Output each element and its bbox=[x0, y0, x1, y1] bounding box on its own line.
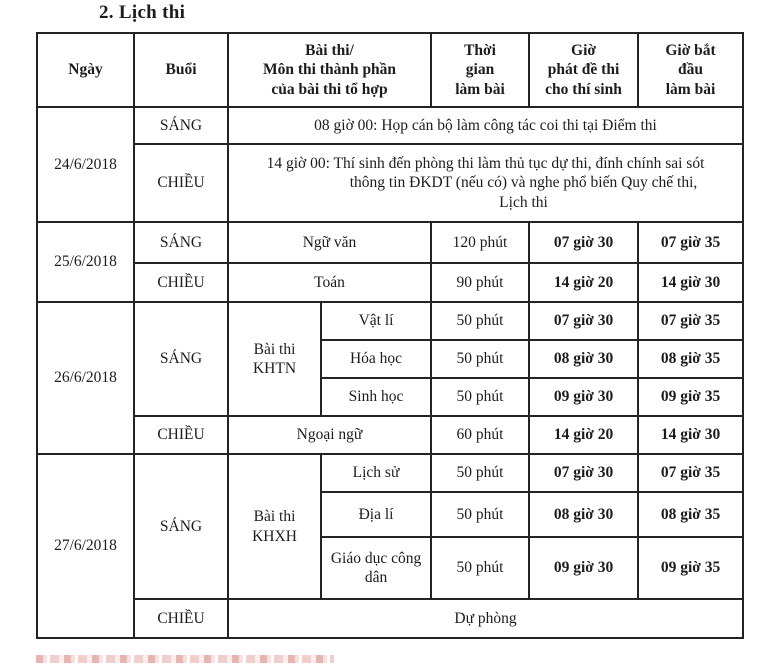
table-row bbox=[37, 454, 743, 492]
subject-cell: Ngoại ngữ bbox=[228, 416, 431, 454]
start-time-cell: 09 giờ 35 bbox=[638, 537, 743, 599]
header-duration-line: làm bài bbox=[455, 80, 505, 98]
handout-time-cell: 14 giờ 20 bbox=[529, 263, 638, 302]
handout-time-cell: 07 giờ 30 bbox=[529, 454, 638, 492]
header-handout-time bbox=[529, 33, 638, 107]
handout-time-cell: 14 giờ 20 bbox=[529, 416, 638, 454]
header-duration-line: gian bbox=[465, 61, 495, 79]
note-cell bbox=[228, 144, 743, 222]
session-cell: CHIỀU bbox=[134, 599, 228, 638]
header-exam-line: Bài thi/ bbox=[305, 41, 354, 59]
section-title: 2. Lịch thi bbox=[99, 2, 186, 23]
header-exam-line: Môn thi thành phần bbox=[262, 61, 397, 79]
note-cell: Dự phòng bbox=[228, 599, 743, 638]
cropped-red-text-strip bbox=[36, 655, 334, 663]
subject-cell: Toán bbox=[228, 263, 431, 302]
header-date: Ngày bbox=[37, 33, 134, 107]
header-start-time bbox=[638, 33, 743, 107]
header-row bbox=[37, 33, 743, 107]
exam-group-cell: Bài thi KHTN bbox=[228, 302, 321, 416]
session-cell: SÁNG bbox=[134, 454, 228, 599]
subject-cell: Hóa học bbox=[321, 340, 431, 378]
start-time-cell: 08 giờ 35 bbox=[638, 492, 743, 537]
subject-cell: Sinh học bbox=[321, 378, 431, 416]
header-duration-line: Thời bbox=[464, 41, 496, 59]
header-start-line: làm bài bbox=[665, 80, 716, 98]
note-line: 14 giờ 00: Thí sinh đến phòng thi làm thủ tục dự thi, đính chính sai sót bbox=[266, 154, 705, 172]
table-row bbox=[37, 144, 743, 222]
header-exam-line: của bài thi tổ hợp bbox=[271, 80, 388, 98]
handout-time-cell: 07 giờ 30 bbox=[529, 222, 638, 263]
table-row bbox=[37, 222, 743, 263]
date-cell: 27/6/2018 bbox=[37, 454, 134, 638]
handout-time-cell: 09 giờ 30 bbox=[529, 537, 638, 599]
table-row bbox=[37, 302, 743, 340]
date-cell: 25/6/2018 bbox=[37, 222, 134, 302]
handout-time-cell: 08 giờ 30 bbox=[529, 492, 638, 537]
subject-cell: Giáo dục công dân bbox=[321, 537, 431, 599]
note-line: thông tin ĐKDT (nếu có) và nghe phổ biến Quy chế thi, bbox=[349, 174, 698, 192]
session-cell: CHIỀU bbox=[134, 263, 228, 302]
table-row bbox=[37, 416, 743, 454]
note-line: Lịch thi bbox=[499, 193, 548, 211]
duration-cell: 50 phút bbox=[431, 492, 529, 537]
duration-cell: 60 phút bbox=[431, 416, 529, 454]
session-cell: CHIỀU bbox=[134, 416, 228, 454]
subject-cell: Địa lí bbox=[321, 492, 431, 537]
start-time-cell: 07 giờ 35 bbox=[638, 302, 743, 340]
exam-schedule-table bbox=[36, 32, 744, 639]
start-time-cell: 09 giờ 35 bbox=[638, 378, 743, 416]
handout-time-cell: 07 giờ 30 bbox=[529, 302, 638, 340]
header-start-line: Giờ bắt bbox=[665, 41, 716, 59]
duration-cell: 50 phút bbox=[431, 378, 529, 416]
session-cell: SÁNG bbox=[134, 302, 228, 416]
start-time-cell: 08 giờ 35 bbox=[638, 340, 743, 378]
start-time-cell: 07 giờ 35 bbox=[638, 454, 743, 492]
date-cell: 26/6/2018 bbox=[37, 302, 134, 454]
duration-cell: 120 phút bbox=[431, 222, 529, 263]
exam-group-cell: Bài thi KHXH bbox=[228, 454, 321, 599]
table-row bbox=[37, 599, 743, 638]
handout-time-cell: 09 giờ 30 bbox=[529, 378, 638, 416]
session-cell: SÁNG bbox=[134, 222, 228, 263]
subject-cell: Ngữ văn bbox=[228, 222, 431, 263]
duration-cell: 50 phút bbox=[431, 454, 529, 492]
session-cell: SÁNG bbox=[134, 107, 228, 144]
duration-cell: 90 phút bbox=[431, 263, 529, 302]
duration-cell: 50 phút bbox=[431, 537, 529, 599]
header-start-line: đầu bbox=[678, 61, 704, 79]
table-row bbox=[37, 107, 743, 144]
header-handout-line: Giờ bbox=[571, 41, 596, 59]
header-exam bbox=[228, 33, 431, 107]
header-duration bbox=[431, 33, 529, 107]
start-time-cell: 14 giờ 30 bbox=[638, 416, 743, 454]
handout-time-cell: 08 giờ 30 bbox=[529, 340, 638, 378]
header-session: Buổi bbox=[134, 33, 228, 107]
subject-cell: Vật lí bbox=[321, 302, 431, 340]
note-cell: 08 giờ 00: Họp cán bộ làm công tác coi thi tại Điểm thi bbox=[228, 107, 743, 144]
header-handout-line: cho thí sinh bbox=[545, 80, 622, 98]
table-row bbox=[37, 263, 743, 302]
session-cell: CHIỀU bbox=[134, 144, 228, 222]
subject-cell: Lịch sử bbox=[321, 454, 431, 492]
start-time-cell: 07 giờ 35 bbox=[638, 222, 743, 263]
date-cell: 24/6/2018 bbox=[37, 107, 134, 222]
header-handout-line: phát đề thi bbox=[547, 61, 620, 79]
duration-cell: 50 phút bbox=[431, 340, 529, 378]
start-time-cell: 14 giờ 30 bbox=[638, 263, 743, 302]
duration-cell: 50 phút bbox=[431, 302, 529, 340]
